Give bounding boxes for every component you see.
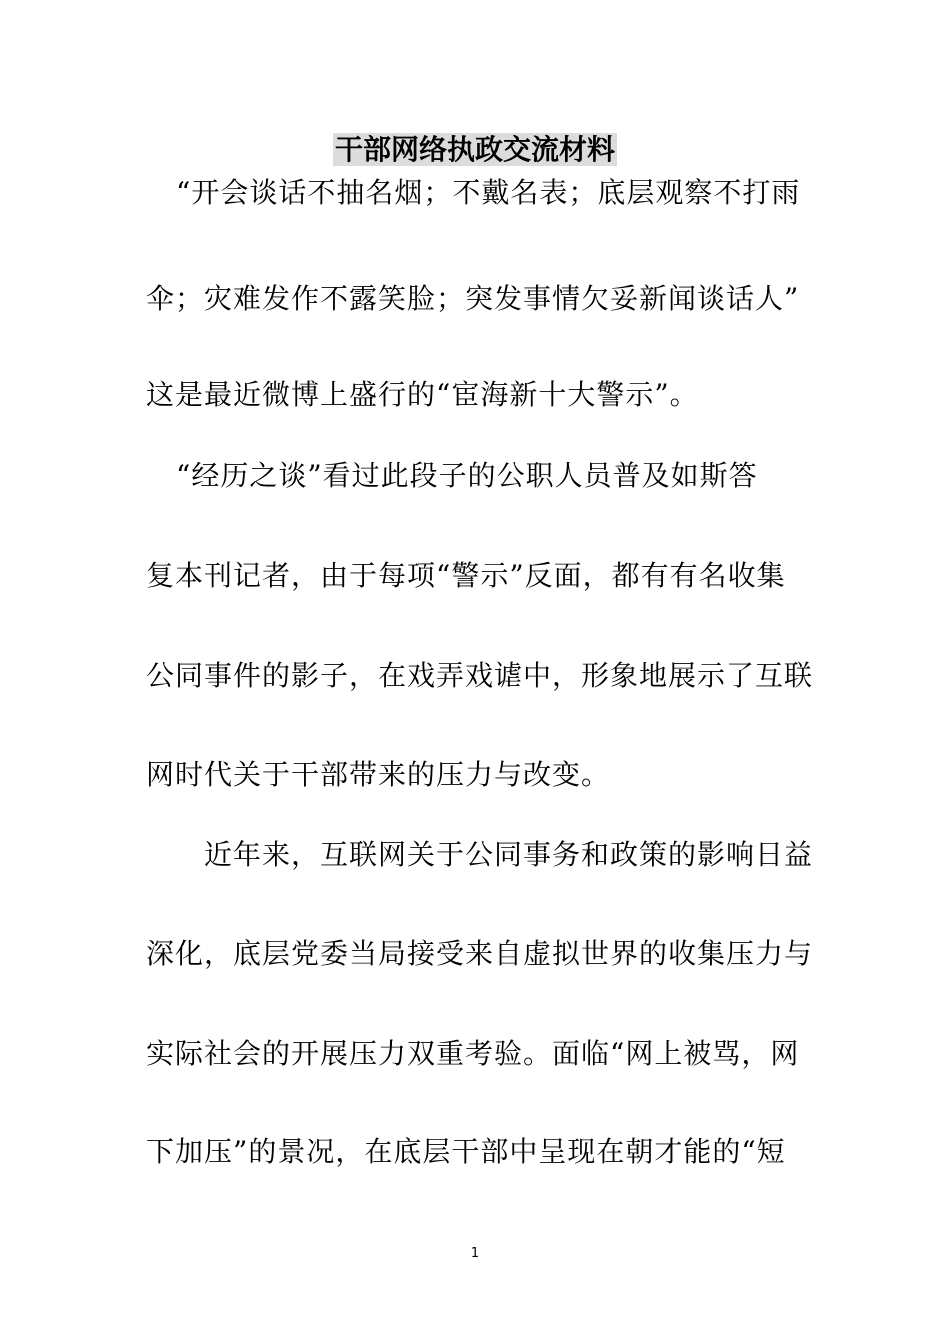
paragraph-line: 公同事件的影子，在戏弄戏谑中，形象地展示了互联 xyxy=(146,659,814,692)
page-number: 1 xyxy=(470,1246,480,1261)
paragraph-line: “经历之谈”看过此段子的公职人员普及如斯答 xyxy=(176,459,758,492)
document-title xyxy=(0,130,950,170)
paragraph-line: 网时代关于干部带来的压力与改变。 xyxy=(146,758,611,791)
paragraph-line: 近年来，互联网关于公同事务和政策的影响日益 xyxy=(204,838,814,871)
paragraph-line: “开会谈话不抽名烟；不戴名表；底层观察不打雨 xyxy=(176,176,801,209)
paragraph-line: 下加压”的景况，在底层干部中呈现在朝才能的“短 xyxy=(146,1135,786,1168)
document-title-text: 干部网络执政交流材料 xyxy=(334,133,615,166)
paragraph-line: 这是最近微博上盛行的“宦海新十大警示”。 xyxy=(146,378,699,411)
paragraph-line: 复本刊记者，由于每项“警示”反面，都有有名收集 xyxy=(146,559,786,592)
paragraph-line: 实际社会的开展压力双重考验。面临“网上被骂，网 xyxy=(146,1037,800,1070)
paragraph-line: 伞；灾难发作不露笑脸；突发事情欠妥新闻谈话人” xyxy=(146,282,800,315)
paragraph-line: 深化，底层党委当局接受来自虚拟世界的收集压力与 xyxy=(146,937,814,970)
